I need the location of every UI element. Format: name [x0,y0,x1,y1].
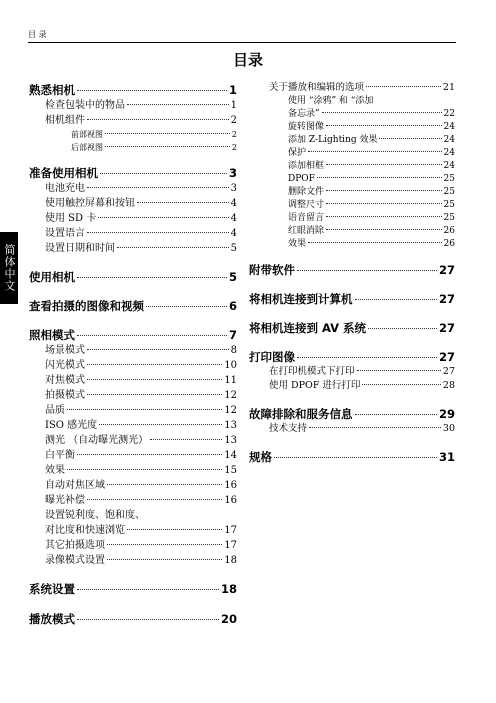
leader-dots [137,202,229,203]
toc-page-number: 1 [230,100,237,111]
toc-item[interactable] [29,523,237,538]
toc-subitem[interactable] [249,173,455,186]
toc-section-title: 打印图像 [249,350,295,364]
toc-item-title: 相机组件 [45,115,85,126]
toc-page-number: 24 [443,122,455,132]
leader-dots [87,349,229,350]
toc-item-title: 效果 [45,465,65,476]
toc-item[interactable] [249,422,455,436]
leader-dots [317,177,442,178]
toc-item-title: 测光 （自动曝光测光） [45,435,149,446]
toc-section-title: 准备使用相机 [29,166,98,180]
toc-page-number: 7 [228,328,237,342]
toc-subitem[interactable] [29,128,237,141]
toc-item[interactable] [29,553,237,568]
toc-subitem-title: 添加 Z-Lighting 效果 [288,135,378,145]
toc-page-number: 3 [230,183,237,194]
toc-item[interactable] [29,448,237,463]
leader-dots [100,173,227,174]
toc-page-number: 20 [220,612,237,626]
toc-section-title: 使用相机 [29,270,75,284]
toc-item-title: 拍摄模式 [45,390,85,401]
toc-subitem-title: 删除文件 [288,187,325,197]
running-header: 目 录 [28,30,47,39]
toc-section-title: 故障排除和服务信息 [249,407,353,421]
toc-page-number: 26 [443,226,455,236]
toc-item-title: 关于播放和编辑的选项 [269,82,365,93]
toc-item[interactable] [29,493,237,508]
toc-item[interactable] [29,433,237,448]
leader-dots [67,469,222,470]
leader-dots [105,133,230,134]
toc-page-number: 17 [224,525,237,536]
toc-item[interactable] [249,379,455,393]
leader-dots [127,104,229,105]
toc-item[interactable] [29,478,237,493]
toc-page-number: 11 [224,375,237,386]
toc-page-number: 25 [443,187,455,197]
toc-page-number: 27 [442,366,455,377]
leader-dots [87,119,229,120]
toc-page-number: 25 [443,213,455,223]
toc-page-number: 1 [228,83,237,97]
toc-item[interactable] [29,226,237,241]
leader-dots [77,90,227,91]
toc-section-title: 播放模式 [29,612,75,626]
toc-page-number: 13 [224,435,237,446]
leader-dots [322,112,442,113]
toc-page-number: 27 [438,321,455,335]
toc-section-title: 将相机连接到 AV 系统 [249,321,367,335]
toc-item-title: 自动对焦区域 [45,480,105,491]
toc-left-column [29,83,237,627]
toc-subitem-title: 调整尺寸 [288,200,325,210]
toc-item[interactable] [29,98,237,113]
leader-dots [77,277,227,278]
toc-subitem[interactable] [249,134,455,147]
toc-page-number: 30 [442,423,455,434]
toc-section[interactable] [249,321,455,336]
toc-item-title: 使用 SD 卡 [45,213,97,224]
toc-page-number: 12 [224,390,237,401]
leader-dots [117,247,229,248]
leader-dots [67,409,222,410]
leader-dots [297,357,437,358]
leader-dots [107,484,222,485]
leader-dots [87,232,229,233]
toc-page-number: 22 [443,109,455,119]
leader-dots [308,242,442,243]
leader-dots [87,499,222,500]
toc-subitem-title: 语音留言 [288,213,325,223]
toc-item[interactable] [29,418,237,433]
toc-subitem[interactable] [249,108,455,121]
leader-dots [77,454,222,455]
toc-item-title: 在打印机模式下打印 [269,366,355,377]
leader-dots [368,328,437,329]
toc-page-number: 12 [224,405,237,416]
toc-page-number: 24 [443,148,455,158]
toc-subitem[interactable] [249,199,455,212]
toc-section-title: 查看拍摄的图像和视频 [29,299,144,313]
toc-subitem[interactable] [249,121,455,134]
language-tab [0,232,18,304]
toc-subitem-title: 保护 [288,148,307,158]
toc-section[interactable] [249,292,455,307]
toc-page-number: 10 [224,360,237,371]
toc-item-title: 使用 DPOF 进行打印 [269,380,361,391]
toc-item[interactable] [29,113,237,128]
toc-item[interactable] [29,211,237,226]
toc-subitem-title: 效果 [288,239,307,249]
toc-subitem[interactable] [249,186,455,199]
toc-page-number: 15 [224,465,237,476]
toc-page-number: 4 [230,228,237,239]
leader-dots [150,439,222,440]
toc-section[interactable] [29,328,237,343]
toc-page-number: 5 [230,243,237,254]
toc-subitem[interactable] [29,141,237,154]
toc-section-title: 将相机连接到计算机 [249,292,353,306]
toc-section[interactable] [249,350,455,365]
leader-dots [77,335,227,336]
toc-section[interactable] [29,83,237,98]
toc-item[interactable] [29,538,237,553]
toc-section-title: 熟悉相机 [29,83,75,97]
leader-dots [107,559,222,560]
toc-subitem-title: 红眼消除 [288,226,325,236]
toc-subitem[interactable] [249,238,455,251]
toc-section-title: 系统设置 [29,582,75,596]
toc-item-title: 曝光补偿 [45,495,85,506]
toc-page-number: 24 [443,135,455,145]
toc-page-number: 17 [224,540,237,551]
toc-item[interactable] [29,181,237,196]
leader-dots [326,125,442,126]
toc-section[interactable] [249,263,455,278]
toc-subitem-title: 添加相框 [288,161,325,171]
toc-page-number: 13 [224,420,237,431]
toc-page-number: 24 [443,161,455,171]
toc-page-number: 2 [231,143,237,152]
leader-dots [326,216,442,217]
toc-item[interactable] [29,196,237,211]
leader-dots [87,187,229,188]
toc-section[interactable] [29,582,237,597]
leader-dots [355,414,437,415]
toc-page-number: 28 [442,380,455,391]
toc-page-number: 29 [438,407,455,421]
toc-item[interactable] [29,388,237,403]
leader-dots [87,364,222,365]
leader-dots [379,138,441,139]
leader-dots [105,146,230,147]
toc-page-number: 2 [230,115,237,126]
toc-subitem-title: 备忘录” [288,109,320,119]
toc-item[interactable] [29,358,237,373]
toc-subitem[interactable] [249,212,455,225]
toc-item-title: 白平衡 [45,450,75,461]
toc-page-number: 4 [230,213,237,224]
toc-section[interactable] [29,612,237,627]
toc-page-number: 27 [438,292,455,306]
toc-page-number: 27 [438,350,455,364]
toc-right-column [249,81,455,465]
toc-item-title: 设置日期和时间 [45,243,115,254]
leader-dots [326,164,442,165]
toc-item-title: 技术支持 [269,423,308,434]
leader-dots [98,217,228,218]
toc-item-title: ISO 感光度 [45,420,98,431]
toc-page-number: 5 [228,270,237,284]
toc-section[interactable] [249,450,455,465]
leader-dots [297,270,437,271]
toc-page-number: 16 [224,480,237,491]
toc-item-title: 设置语言 [45,228,85,239]
leader-dots [127,529,222,530]
toc-item[interactable] [249,365,455,379]
leader-dots [366,86,441,87]
leader-dots [274,457,437,458]
leader-dots [77,619,219,620]
leader-dots [326,190,442,191]
toc-item-title: 对比度和快速浏览 [45,525,125,536]
header-rule [28,42,456,43]
toc-subitem-title: 旋转图像 [288,122,325,132]
toc-subitem[interactable] [249,147,455,160]
toc-page-number: 27 [438,263,455,277]
toc-item-title: 录像模式设置 [45,555,105,566]
toc-item[interactable] [29,403,237,418]
leader-dots [77,589,219,590]
toc-page-number: 31 [438,450,455,464]
toc-item-title: 检查包装中的物品 [45,100,125,111]
toc-subitem-line[interactable]: 使用 “涂鸦” 和 “添加 [288,96,374,106]
toc-section-title: 规格 [249,450,272,464]
toc-section[interactable] [29,299,237,314]
toc-page-number: 6 [228,299,237,313]
toc-section[interactable] [29,166,237,181]
leader-dots [146,306,227,307]
leader-dots [362,384,440,385]
toc-page-number: 25 [443,174,455,184]
toc-section[interactable] [249,407,455,422]
toc-page-number: 4 [230,198,237,209]
toc-page-number: 16 [224,495,237,506]
toc-section-title: 照相模式 [29,328,75,342]
toc-item[interactable] [29,343,237,358]
leader-dots [355,299,437,300]
leader-dots [357,370,441,371]
leader-dots [107,544,222,545]
toc-page-number: 21 [442,82,455,93]
toc-section[interactable] [29,270,237,285]
leader-dots [87,379,222,380]
toc-subitem[interactable] [249,225,455,238]
toc-item-title: 其它拍摄选项 [45,540,105,551]
toc-item-title: 闪光模式 [45,360,85,371]
toc-item[interactable] [249,81,455,95]
leader-dots [326,229,442,230]
leader-dots [309,427,441,428]
toc-subitem-title: 前部视图 [71,130,103,139]
toc-subitem[interactable] [249,160,455,173]
toc-page-number: 25 [443,200,455,210]
toc-item-title: 场景模式 [45,345,85,356]
toc-item[interactable] [29,241,237,256]
toc-item-title: 对焦模式 [45,375,85,386]
toc-item-title: 使用触控屏幕和按钮 [45,198,135,209]
leader-dots [99,424,222,425]
leader-dots [87,394,222,395]
toc-page-number: 8 [230,345,237,356]
toc-page-number: 18 [224,555,237,566]
leader-dots [308,151,442,152]
toc-item-title: 品质 [45,405,65,416]
toc-subitem-title: DPOF [288,174,315,184]
toc-section-title: 附带软件 [249,263,295,277]
toc-page-number: 14 [224,450,237,461]
toc-item[interactable] [29,373,237,388]
toc-page-number: 26 [443,239,455,249]
toc-page-number: 2 [231,130,237,139]
language-tab-label: 简体中文 [3,244,16,292]
toc-item-title: 电池充电 [45,183,85,194]
toc-page-number: 18 [220,582,237,596]
toc-subitem-title: 后部视图 [71,143,103,152]
toc-item[interactable] [29,463,237,478]
toc-item-line[interactable]: 设置锐利度、饱和度、 [45,510,145,521]
toc-page-number: 3 [228,166,237,180]
leader-dots [326,203,442,204]
page-title: 目录 [232,51,263,69]
